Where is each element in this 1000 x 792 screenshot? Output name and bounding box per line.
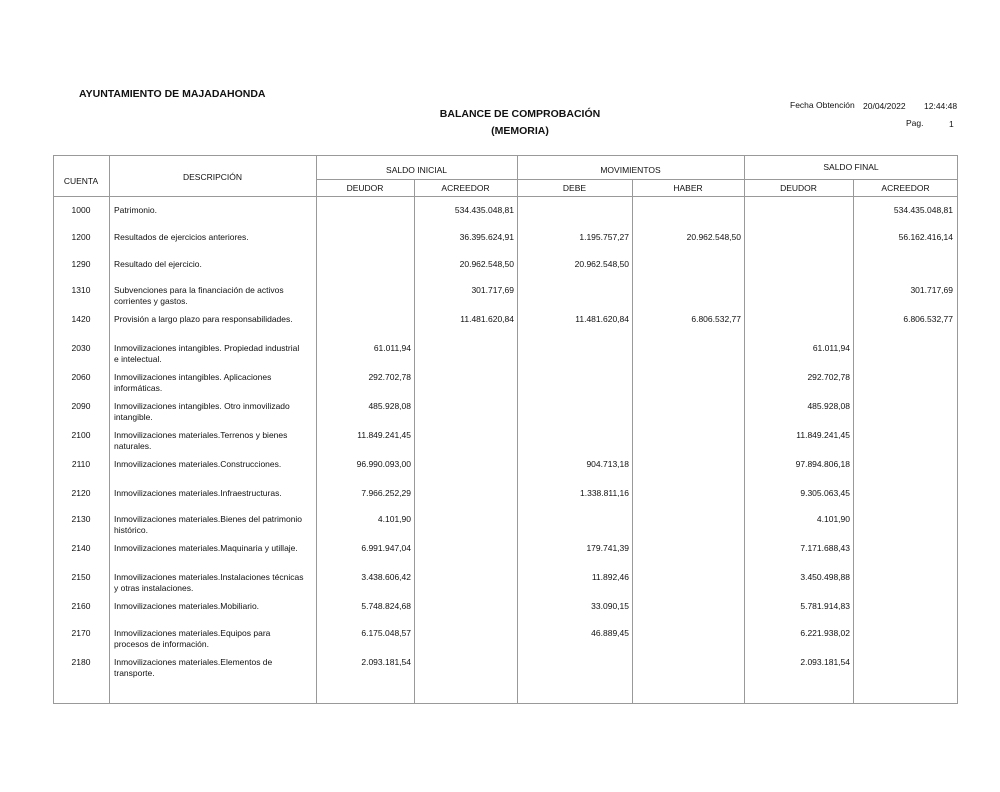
account-code: 1310 — [71, 285, 91, 295]
account-description: Patrimonio. — [114, 205, 157, 215]
cell-sf-deudor: 3.450.498,88 — [800, 572, 850, 582]
cell-debe: 1.338.811,16 — [580, 488, 629, 498]
cell-si-deudor: 292.702,78 — [368, 372, 411, 382]
col-header-movimientos: MOVIMIENTOS — [600, 165, 661, 175]
col-divider — [414, 179, 415, 704]
account-code: 2170 — [71, 628, 91, 638]
cell-sf-deudor: 292.702,78 — [807, 372, 850, 382]
account-code: 2150 — [71, 572, 91, 582]
account-code: 2060 — [71, 372, 91, 382]
organization-name: AYUNTAMIENTO DE MAJADAHONDA — [79, 88, 266, 100]
cell-sf-deudor: 5.781.914,83 — [800, 601, 850, 611]
time-value: 12:44:48 — [924, 101, 958, 111]
cell-si-acreedor: 534.435.048,81 — [454, 205, 514, 215]
col-header-sf-acreedor: ACREEDOR — [881, 183, 930, 193]
account-code: 2030 — [71, 343, 91, 353]
cell-sf-deudor: 7.171.688,43 — [800, 543, 850, 553]
account-code: 2160 — [71, 601, 91, 611]
page-number: 1 — [949, 119, 954, 129]
cell-sf-deudor: 485.928,08 — [807, 401, 850, 411]
account-code: 2090 — [71, 401, 91, 411]
col-divider — [632, 179, 633, 704]
account-description: Inmovilizaciones materiales.Instalaciones técnicas y otras instalaciones. — [114, 572, 304, 593]
cell-si-deudor: 6.991.947,04 — [361, 543, 411, 553]
cell-debe: 11.481.620,84 — [575, 314, 629, 324]
cell-si-deudor: 4.101,90 — [377, 514, 411, 524]
cell-si-deudor: 2.093.181,54 — [361, 657, 411, 667]
account-code: 1290 — [71, 259, 91, 269]
account-description: Inmovilizaciones intangibles. Otro inmovilizado intangible. — [114, 401, 290, 422]
account-code: 2180 — [71, 657, 91, 667]
account-description: Provisión a largo plazo para responsabilidades. — [114, 314, 293, 324]
cell-haber: 6.806.532,77 — [691, 314, 741, 324]
cell-sf-deudor: 61.011,94 — [812, 343, 850, 353]
col-header-haber: HABER — [673, 183, 703, 193]
col-divider — [853, 179, 854, 704]
cell-sf-deudor: 9.305.063,45 — [800, 488, 850, 498]
date-value: 20/04/2022 — [863, 101, 906, 111]
cell-debe: 46.889,45 — [591, 628, 629, 638]
col-header-saldo-inicial: SALDO INICIAL — [386, 165, 447, 175]
cell-debe: 33.090,15 — [591, 601, 629, 611]
cell-si-deudor: 3.438.606,42 — [361, 572, 411, 582]
account-description: Inmovilizaciones materiales.Terrenos y bienes naturales. — [114, 430, 288, 451]
cell-debe: 11.892,46 — [591, 572, 629, 582]
cell-si-acreedor: 20.962.548,50 — [459, 259, 514, 269]
cell-sf-deudor: 2.093.181,54 — [800, 657, 850, 667]
account-description: Inmovilizaciones materiales.Equipos para procesos de información. — [114, 628, 271, 649]
cell-debe: 20.962.548,50 — [574, 259, 629, 269]
cell-si-deudor: 485.928,08 — [368, 401, 411, 411]
header-divider — [316, 179, 958, 180]
col-divider — [109, 155, 110, 704]
page-label: Pag. — [906, 118, 924, 128]
account-code: 2140 — [71, 543, 91, 553]
account-code: 1420 — [71, 314, 91, 324]
cell-sf-acreedor: 301.717,69 — [910, 285, 953, 295]
account-description: Inmovilizaciones materiales.Construcciones. — [114, 459, 282, 469]
account-description: Inmovilizaciones materiales.Infraestructuras. — [114, 488, 282, 498]
cell-debe: 179.741,39 — [586, 543, 629, 553]
account-description: Resultado del ejercicio. — [114, 259, 202, 269]
cell-sf-deudor: 97.894.806,18 — [795, 459, 850, 469]
col-header-sf-deudor: DEUDOR — [780, 183, 817, 193]
cell-si-deudor: 7.966.252,29 — [361, 488, 411, 498]
col-header-debe: DEBE — [562, 183, 587, 193]
col-header-si-acreedor: ACREEDOR — [441, 183, 490, 193]
cell-sf-acreedor: 534.435.048,81 — [893, 205, 953, 215]
account-description: Inmovilizaciones intangibles. Propiedad industrial e intelectual. — [114, 343, 300, 364]
header-divider — [53, 196, 958, 197]
account-code: 1000 — [71, 205, 91, 215]
account-description: Inmovilizaciones materiales.Maquinaria y utillaje. — [114, 543, 298, 553]
account-code: 2110 — [71, 459, 91, 469]
cell-si-acreedor: 36.395.624,91 — [459, 232, 514, 242]
date-label: Fecha Obtención — [790, 100, 855, 110]
cell-sf-acreedor: 56.162.416,14 — [898, 232, 953, 242]
cell-si-acreedor: 11.481.620,84 — [460, 314, 514, 324]
account-code: 2120 — [71, 488, 91, 498]
col-header-descripcion: DESCRIPCIÓN — [182, 172, 243, 182]
account-description: Inmovilizaciones materiales.Bienes del patrimonio histórico. — [114, 514, 303, 535]
cell-si-deudor: 61.011,94 — [373, 343, 411, 353]
cell-si-acreedor: 301.717,69 — [471, 285, 514, 295]
cell-sf-acreedor: 6.806.532,77 — [903, 314, 953, 324]
cell-haber: 20.962.548,50 — [686, 232, 741, 242]
col-header-cuenta: CUENTA — [63, 176, 99, 186]
cell-debe: 1.195.757,27 — [579, 232, 629, 242]
account-description: Inmovilizaciones materiales.Mobiliario. — [114, 601, 260, 611]
account-code: 2130 — [71, 514, 91, 524]
cell-si-deudor: 11.849.241,45 — [357, 430, 411, 440]
cell-si-deudor: 6.175.048,57 — [361, 628, 411, 638]
cell-debe: 904.713,18 — [586, 459, 629, 469]
account-description: Inmovilizaciones intangibles. Aplicaciones informáticas. — [114, 372, 272, 393]
cell-si-deudor: 5.748.824,68 — [361, 601, 411, 611]
account-code: 2100 — [71, 430, 91, 440]
account-code: 1200 — [71, 232, 91, 242]
account-description: Resultados de ejercicios anteriores. — [114, 232, 249, 242]
cell-sf-deudor: 6.221.938,02 — [800, 628, 850, 638]
cell-sf-deudor: 11.849.241,45 — [796, 430, 850, 440]
report-subtitle: (MEMORIA) — [491, 125, 549, 137]
col-header-saldo-final: SALDO FINAL — [823, 162, 879, 172]
col-header-si-deudor: DEUDOR — [346, 183, 384, 193]
account-description: Inmovilizaciones materiales.Elementos de transporte. — [114, 657, 273, 678]
cell-si-deudor: 96.990.093,00 — [356, 459, 411, 469]
report-title: BALANCE DE COMPROBACIÓN — [439, 108, 601, 120]
cell-sf-deudor: 4.101,90 — [816, 514, 850, 524]
account-description: Subvenciones para la financiación de activos corrientes y gastos. — [114, 285, 284, 306]
